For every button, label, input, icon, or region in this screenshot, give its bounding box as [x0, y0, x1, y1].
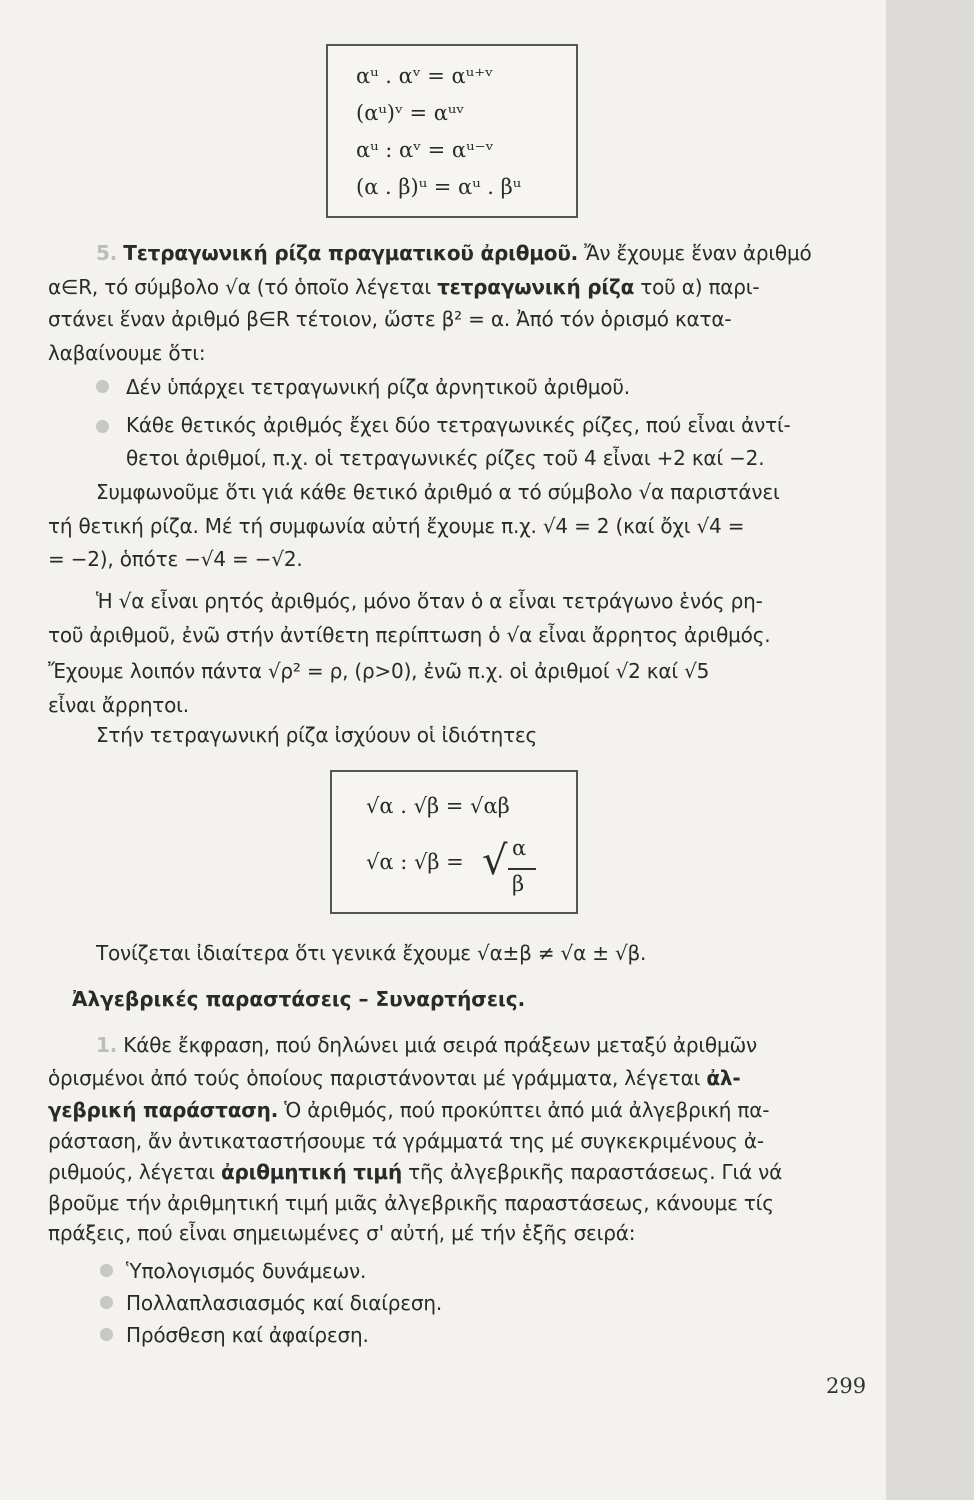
bullet-icon [100, 1264, 113, 1277]
text-span: α∈R, τό σύμβολο √α (τό ὁποῖο λέγεται [48, 275, 431, 299]
bullet-icon [100, 1296, 113, 1309]
text-line: τοῦ ἀριθμοῦ, ἐνῶ στήν ἀντίθετη περίπτωση ὁ √α εἶναι ἄρρητος ἀριθμός. [48, 623, 771, 647]
text-span: ριθμούς, λέγεται [48, 1160, 215, 1184]
sqrt-properties-box [330, 770, 578, 914]
text-line: βροῦμε τήν ἀριθμητική τιμή μιᾶς ἀλγεβρικῆς παραστάσεως, κάνουμε τίς [48, 1191, 774, 1215]
bullet-text: Δέν ὑπάρχει τετραγωνική ρίζα ἀρνητικοῦ ἀριθμοῦ. [126, 375, 630, 399]
bullet-text: Ὑπολογισμός δυνάμεων. [126, 1259, 367, 1283]
text-line: εἶναι ἄρρητοι. [48, 693, 189, 717]
section-heading: Τετραγωνική ρίζα πραγματικοῦ ἀριθμοῦ. [123, 241, 579, 265]
fraction-bar [508, 868, 536, 870]
bullet-text: Πολλαπλασιασμός καί διαίρεση. [126, 1291, 443, 1315]
bullet-icon [96, 380, 109, 393]
term-bold: ἀλ- [706, 1066, 741, 1090]
formula-line: √α . √β = √αβ [366, 794, 510, 818]
formula-line: αᵘ . αᵛ = αᵘ⁺ᵛ [356, 64, 494, 88]
text-span: Ἄν ἔχουμε ἕναν ἀριθμό [584, 241, 812, 265]
text-line [48, 1157, 782, 1188]
bullet-text: Κάθε θετικός ἀριθμός ἔχει δύο τετραγωνικές ρίζες, πού εἶναι ἀντί- [126, 413, 791, 437]
sqrt-symbol: √ [482, 838, 508, 884]
text-line: ράσταση, ἄν ἀντικαταστήσουμε τά γράμματά της μέ συγκεκριμένους ἀ- [48, 1129, 764, 1153]
bullet-text: Πρόσθεση καί ἀφαίρεση. [126, 1323, 369, 1347]
bullet-icon [100, 1328, 113, 1341]
formula-line: (αᵘ)ᵛ = αᵘᵛ [356, 101, 465, 125]
term-bold: ἀριθμητική τιμή [220, 1160, 402, 1184]
page-number: 299 [826, 1374, 867, 1398]
section-5-first-line [96, 238, 812, 269]
section-number: 1. [96, 1033, 118, 1057]
bullet-icon [96, 420, 109, 433]
text-line: = −2), ὁπότε −√4 = −√2. [48, 547, 303, 571]
text-span: τῆς ἀλγεβρικῆς παραστάσεως. Γιά νά [408, 1160, 783, 1184]
section-heading: Ἀλγεβρικές παραστάσεις – Συναρτήσεις. [72, 987, 526, 1011]
text-line: Ἡ √α εἶναι ρητός ἀριθμός, μόνο ὅταν ὁ α εἶναι τετράγωνο ἑνός ρη- [96, 589, 763, 613]
text-span: τοῦ α) παρι- [640, 275, 760, 299]
text-line: τή θετική ρίζα. Μέ τή συμφωνία αὐτή ἔχουμε π.χ. √4 = 2 (καί ὄχι √4 = [48, 514, 745, 538]
emphasis-line: Τονίζεται ἰδιαίτερα ὅτι γενικά ἔχουμε √α±β ≠ √α ± √β. [96, 941, 647, 965]
term-bold: τετραγωνική ρίζα [437, 275, 635, 299]
text-line: λαβαίνουμε ὅτι: [48, 341, 206, 365]
text-line: Στήν τετραγωνική ρίζα ἰσχύουν οἱ ἰδιότητες [96, 723, 538, 747]
text-span: Κάθε ἔκφραση, πού δηλώνει μιά σειρά πράξεων μεταξύ ἀριθμῶν [123, 1033, 757, 1057]
text-line [48, 272, 759, 303]
text-span: ὁρισμένοι ἀπό τούς ὁποίους παριστάνονται μέ γράμματα, λέγεται [48, 1066, 701, 1090]
text-span: Ὁ ἀριθμός, πού προκύπτει ἀπό μιά ἀλγεβρική πα- [284, 1098, 770, 1122]
text-line: στάνει ἕναν ἀριθμό β∈R τέτοιον, ὥστε β² = α. Ἀπό τόν ὁρισμό κατα- [48, 307, 732, 331]
text-line: Ἔχουμε λοιπόν πάντα √ρ² = ρ, (ρ>0), ἐνῶ π.χ. οἱ ἀριθμοί √2 καί √5 [48, 659, 710, 683]
text-line: πράξεις, πού εἶναι σημειωμένες σ' αὐτή, μέ τήν ἑξῆς σειρά: [48, 1221, 636, 1245]
fraction-numerator: α [512, 836, 527, 860]
exponent-rules-box [326, 44, 578, 218]
text-line: Συμφωνοῦμε ὅτι γιά κάθε θετικό ἀριθμό α τό σύμβολο √α παριστάνει [96, 480, 780, 504]
formula-line: √α : √β = [366, 850, 464, 874]
formula-line: (α . β)ᵘ = αᵘ . βᵘ [356, 175, 522, 199]
fraction-denominator: β [512, 872, 525, 896]
text-line [48, 1063, 740, 1094]
text-line [48, 1095, 769, 1126]
section-1-first-line [96, 1030, 757, 1061]
section-number: 5. [96, 241, 118, 265]
page-margin [886, 0, 974, 1500]
formula-line: αᵘ : αᵛ = αᵘ⁻ᵛ [356, 138, 494, 162]
term-bold: γεβρική παράσταση. [48, 1098, 279, 1122]
bullet-text: θετοι ἀριθμοί, π.χ. οἱ τετραγωνικές ρίζες τοῦ 4 εἶναι +2 καί −2. [126, 446, 765, 470]
